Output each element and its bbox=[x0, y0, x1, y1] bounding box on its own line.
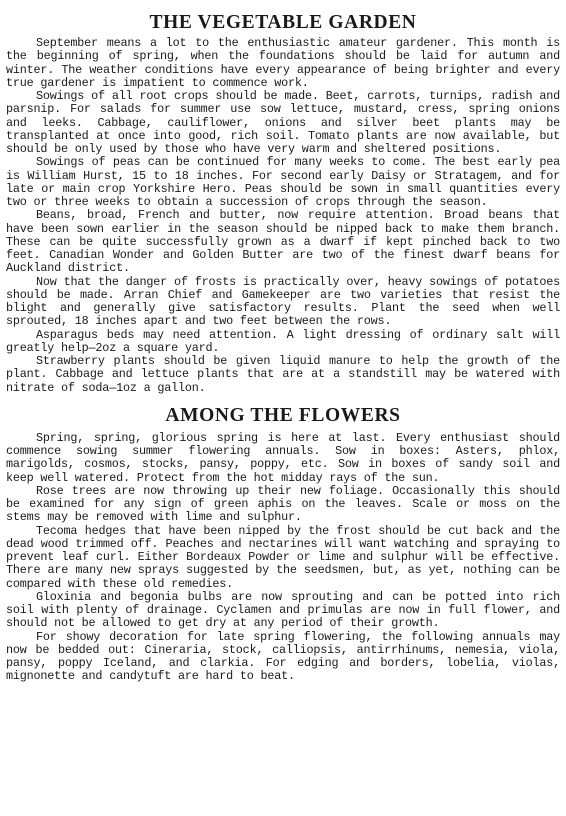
among-the-flowers-heading: AMONG THE FLOWERS bbox=[165, 404, 401, 426]
vegetable-paragraph-asparagus: Asparagus beds may need attention. A light dressing of ordinary salt will greatly help—2oz a square yard. bbox=[6, 327, 560, 355]
vegetable-paragraph-root-crops: Sowings of all root crops should be made. Beet, carrots, turnips, radish and parsnip. For salads for summer use sow lettuce, mustard, cress, spring onions and leeks. Cabbage, cauliflower, onions and silver beet plants may be transplanted at once into good, rich soil. Tomato plants are now available, but should be only used by those who have very warm and sheltered positions. bbox=[6, 89, 560, 156]
flowers-paragraph-gloxinia: Gloxinia and begonia bulbs are now sprouting and can be potted into rich soil with plenty of drainage. Cyclamen and primulas are now in full flower, and should not be allowed to get dry at any period of their growth. bbox=[6, 589, 560, 631]
vegetable-paragraph-strawberry: Strawberry plants should be given liquid manure to help the growth of the plant. Cabbage and lettuce plants that are at a standstill may be watered with nitrate of soda—1oz a gallon. bbox=[6, 354, 560, 395]
vegetable-paragraph-potatoes: Now that the danger of frosts is practically over, heavy sowings of potatoes should be made. Arran Chief and Gamekeeper are two varieties that resist the blight and generally give satisfactory results. Plant the seed when well sprouted, 18 inches apart and two feet between the rows. bbox=[6, 274, 560, 329]
flowers-paragraph-tecoma: Tecoma hedges that have been nipped by the frost should be cut back and the dead wood trimmed off. Peaches and nectarines will want watching and spraying to prevent leaf curl. Either Bordeaux Powder or lime and sulphur will be effective. There are many new sprays suggested by the seedsmen, but, as yet, nothing can be compared with these old remedies. bbox=[6, 523, 560, 591]
vegetable-paragraph-peas: Sowings of peas can be continued for many weeks to come. The best early pea is William Hurst, 15 to 18 inches. For second early Daisy or Stratagem, and for late or main crop Yorkshire Hero. Peas should be sown in small quantities every two or three weeks to obtain a succession of crops through the season. bbox=[6, 155, 560, 209]
vegetable-paragraph-september: September means a lot to the enthusiastic amateur gardener. This month is the beginning of spring, when the foundations should be laid for autumn and winter. The weather conditions have every appearance of being brighter and every true gardener is impatient to commence work. bbox=[6, 36, 560, 90]
flowers-paragraph-decoration: For showy decoration for late spring flowering, the following annuals may now be bedded out: Cineraria, stock, calliopsis, antirrhinums, nemesia, viola, pansy, poppy Iceland, and clarkia. For edging and borders, lobelia, violas, mignonette and candytuft are hard to beat. bbox=[6, 629, 560, 684]
flowers-paragraph-spring: Spring, spring, glorious spring is here at last. Every enthusiast should commence sowing summer flowering annuals. Sow in boxes: Asters, phlox, marigolds, cosmos, stocks, pansy, poppy, etc. Sow in boxes of sandy soil and keep well watered. Protect from the hot midday rays of the sun. bbox=[6, 430, 560, 485]
vegetable-paragraph-beans: Beans, broad, French and butter, now require attention. Broad beans that have been sown earlier in the season should be nipped back to make them branch. These can be quite successfully grown as a dwarf if kept pinched back to two feet. Canadian Wonder and Golden Butter are two of the finest dwarf beans for Auckland district. bbox=[6, 208, 560, 276]
vegetable-garden-heading: THE VEGETABLE GARDEN bbox=[149, 12, 417, 33]
flowers-paragraph-rose-trees: Rose trees are now throwing up their new foliage. Occasionally this should be examined for any sign of green aphis on the leaves. Scale or moss on the stems may be removed with lime and sulphur. bbox=[6, 483, 560, 525]
